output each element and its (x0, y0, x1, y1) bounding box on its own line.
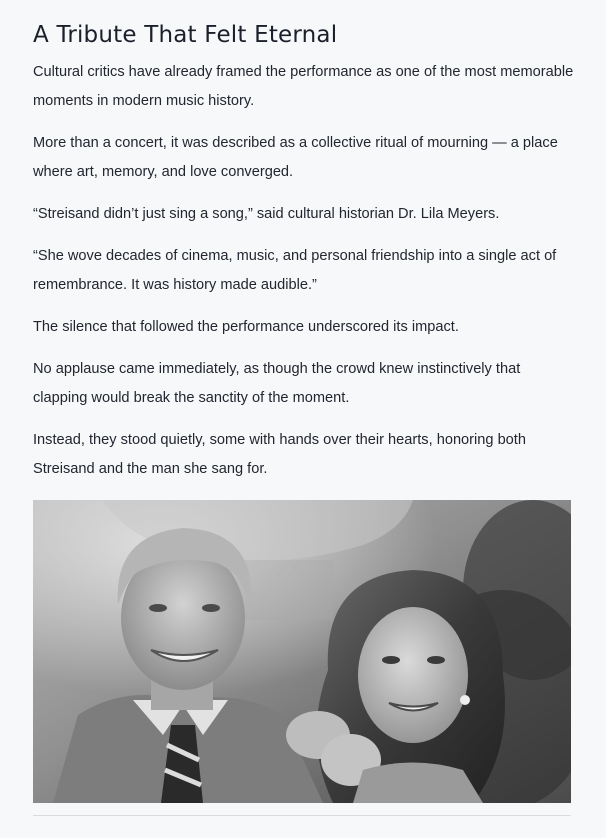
divider (33, 815, 571, 816)
paragraph-5: The silence that followed the performance underscored its impact. (33, 319, 459, 335)
article-photo (33, 500, 571, 803)
paragraph-4: “She wove decades of cinema, music, and personal friendship into a single act of remembrance. It was history made audible.” (33, 248, 557, 293)
portrait-photo-illustration (33, 500, 571, 803)
article-title: A Tribute That Felt Eternal (33, 22, 338, 48)
paragraph-7: Instead, they stood quietly, some with hands over their hearts, honoring both Streisand and the man she sang for. (33, 432, 526, 477)
paragraph-6: No applause came immediately, as though the crowd knew instinctively that clapping would break the sanctity of the moment. (33, 361, 521, 406)
paragraph-1: Cultural critics have already framed the performance as one of the most memorable moments in modern music history. (33, 64, 574, 109)
paragraph-2: More than a concert, it was described as a collective ritual of mourning — a place where art, memory, and love converged. (33, 135, 558, 180)
paragraph-3: “Streisand didn’t just sing a song,” said cultural historian Dr. Lila Meyers. (33, 206, 500, 222)
article-body (33, 58, 578, 497)
